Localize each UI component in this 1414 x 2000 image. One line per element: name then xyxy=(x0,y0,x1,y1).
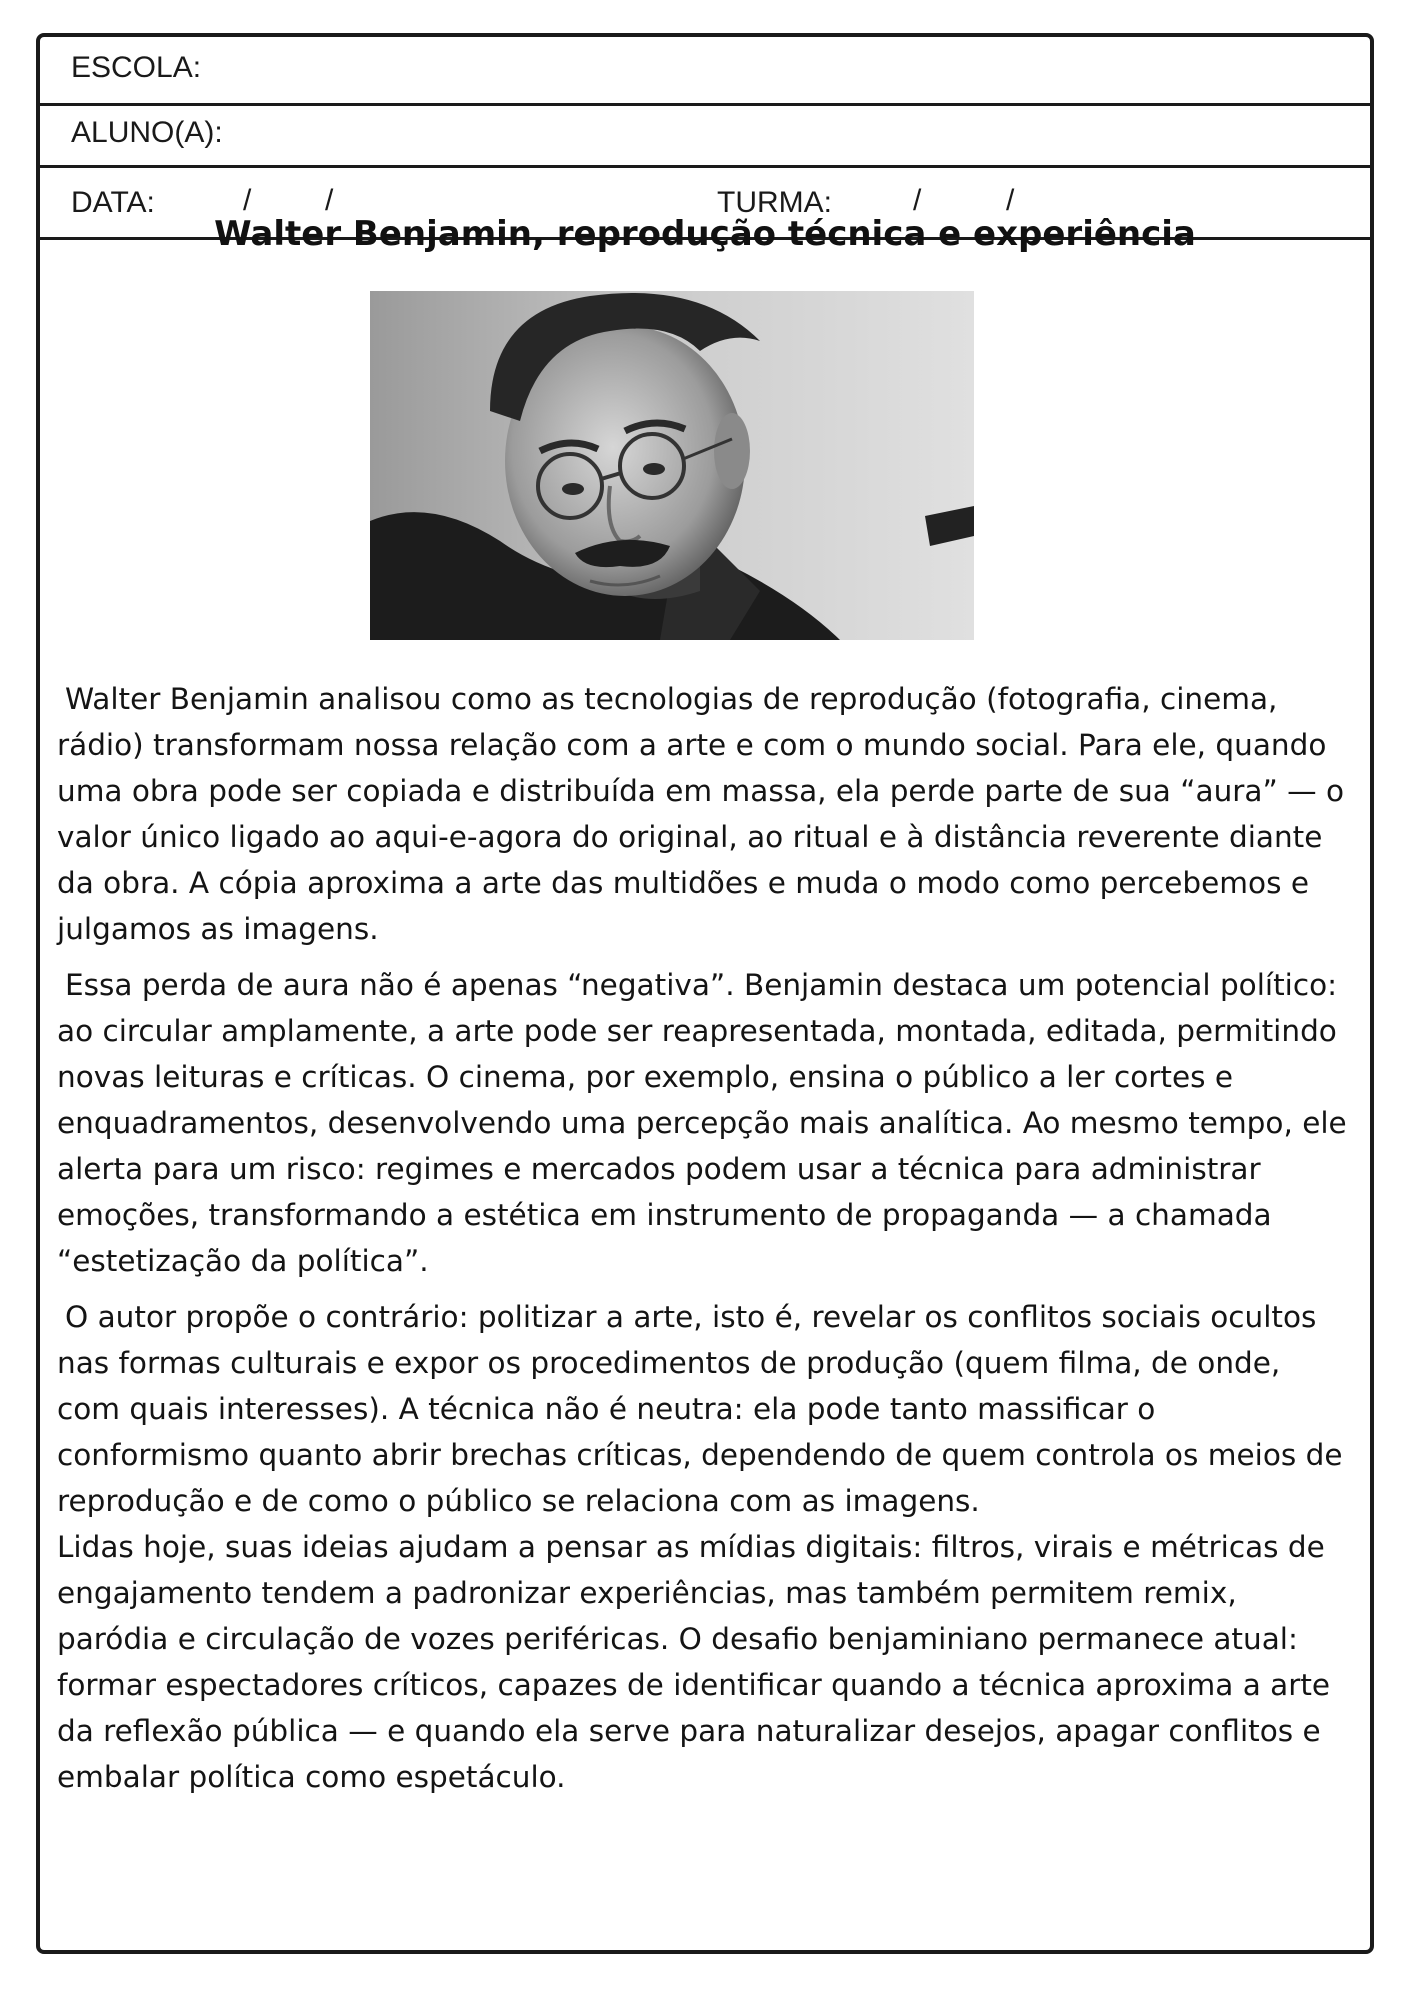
article-body xyxy=(57,676,1352,1810)
school-row xyxy=(40,37,1370,106)
worksheet-frame xyxy=(36,33,1374,1954)
student-label: ALUNO(A): xyxy=(71,116,223,149)
portrait-photo xyxy=(370,291,974,640)
school-label: ESCOLA: xyxy=(71,51,202,84)
student-row xyxy=(40,106,1370,168)
paragraph: Lidas hoje, suas ideias ajudam a pensar as mídias digitais: filtros, virais e métricas de engajamento tendem a padronizar experiências, mas também permitem remix, paródia e circulação de vozes periféricas. O desafio benjaminiano permanece atual: formar espectadores críticos, capazes de identificar quando a técnica aproxima a arte da reflexão pública — e quando ela serve para naturalizar desejos, apagar conflitos e embalar política como espetáculo. xyxy=(57,1530,1331,1794)
date-label: DATA: xyxy=(71,186,155,219)
portrait-image xyxy=(370,291,974,640)
paragraph: Essa perda de aura não é apenas “negativa”. Benjamin destaca um potencial político: ao circular amplamente, a arte pode ser reapresentada, montada, editada, permitindo novas leituras e críticas. O cinema, por exemplo, ensina o público a ler cortes e enquadramentos, desenvolvendo uma percepção mais analítica. Ao mesmo tempo, ele alerta para um risco: regimes e mercados podem usar a técnica para administrar emoções, transformando a estética em instrumento de propaganda — a chamada “estetização da política”. xyxy=(57,968,1347,1278)
date-slash: / xyxy=(325,184,334,217)
class-slash: / xyxy=(913,184,922,217)
class-slash: / xyxy=(1006,184,1015,217)
paragraph: O autor propõe o contrário: politizar a arte, isto é, revelar os conflitos sociais ocultos nas formas culturais e expor os procedimentos de produção (quem filma, de onde, com quais interesses). A técnica não é neutra: ela pode tanto massificar o conformismo quanto abrir brechas críticas, dependendo de quem controla os meios de reprodução e de como o público se relaciona com as imagens. xyxy=(57,1300,1343,1518)
class-label: TURMA: xyxy=(717,186,832,219)
document-title: Walter Benjamin, reprodução técnica e experiência xyxy=(214,214,1196,254)
paragraph: Walter Benjamin analisou como as tecnologias de reprodução (fotografia, cinema, rádio) transformam nossa relação com a arte e com o mundo social. Para ele, quando uma obra pode ser copiada e distribuída em massa, ela perde parte de sua “aura” — o valor único ligado ao aqui-e-agora do original, ao ritual e à distância reverente diante da obra. A cópia aproxima a arte das multidões e muda o modo como percebemos e julgamos as imagens. xyxy=(57,682,1345,946)
date-slash: / xyxy=(243,184,252,217)
